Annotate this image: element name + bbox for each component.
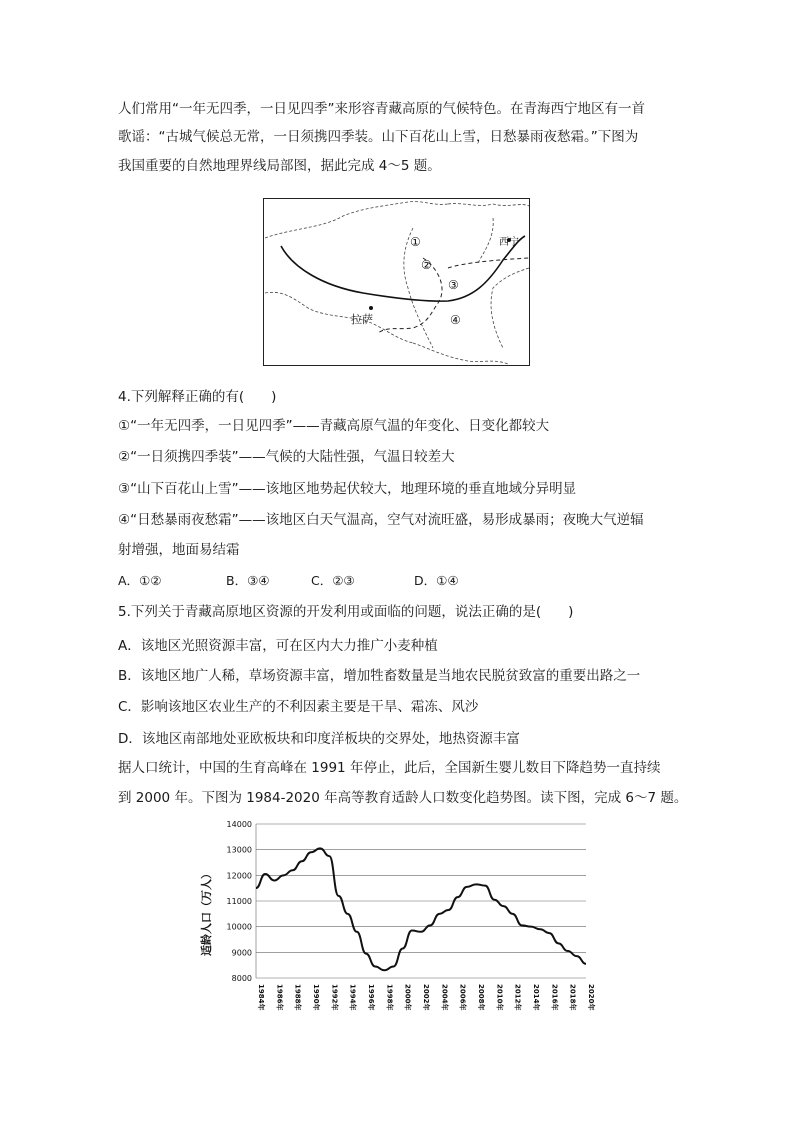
y-axis-label: 适龄人口（万人） [200,868,213,956]
q4-item-3: ③“山下百花山上雪”——该地区地势起伏较大，地理环境的垂直地域分异明显 [118,481,577,497]
x-tick-label: 2006年 [458,984,467,1011]
x-tick-label: 2000年 [403,984,412,1011]
y-tick-label: 8000 [231,974,252,983]
q5-stem: 5.下列关于青藏高原地区资源的开发利用或面临的问题，说法正确的是( ) [118,604,574,620]
q4-item-4: ④“日愁暴雨夜愁霜”——该地区白天气温高，空气对流旺盛，易形成暴雨；夜晚大气逆辐 [118,512,644,528]
x-tick-label: 2010年 [495,984,504,1011]
boundary-map [263,198,530,366]
x-tick-label: 2014年 [532,984,540,1011]
q4-stem: 4.下列解释正确的有( ) [118,389,277,405]
q4-option-a[interactable]: A．①② [118,573,162,588]
marker-3: ③ [448,278,459,292]
map-frame [264,199,530,366]
x-tick-label: 1984年 [257,984,265,1011]
x-tick-label: 2012年 [513,984,522,1011]
intro-line-2: 歌谣：“古城气候总无常，一日须携四季装。山下百花山上雪，日愁暴雨夜愁霜。”下图为 [118,129,639,145]
x-tick-label: 1990年 [312,984,320,1011]
x-tick-label: 1996年 [367,984,375,1011]
y-tick-label: 9000 [231,948,252,958]
y-tick-label: 11000 [226,897,252,906]
xining-label: 西宁 [499,237,519,248]
x-tick-label: 1988年 [293,984,302,1011]
x-tick-label: 2002年 [422,984,430,1011]
x-tick-label: 2020年 [587,984,595,1011]
q4-item-2: ②“一日须携四季装”——气候的大陆性强，气温日较差大 [118,449,455,465]
q4-option-d[interactable]: D．①④ [414,573,459,588]
series-line-population [256,848,586,970]
q5-option-d[interactable]: D．该地区南部地处亚欧板块和印度洋板块的交界处，地热资源丰富 [118,731,520,747]
q5-option-b[interactable]: B．该地区地广人稀，草场资源丰富，增加牲畜数量是当地农民脱贫致富的重要出路之一 [118,668,641,684]
marker-2: ② [421,258,432,272]
lhasa-label: 拉萨 [351,313,373,326]
x-tick-label: 1992年 [330,984,339,1011]
lhasa-dot [369,306,373,310]
x-tick-label: 2016年 [550,984,559,1011]
intro2-line-2: 到 2000 年。下图为 1984-2020 年高等教育适龄人口数变化趋势图。读下图，完成 6～7 题。 [118,790,688,806]
y-tick-label: 14000 [226,820,252,829]
q4-item-4-cont: 射增强，地面易结霜 [118,542,240,558]
q4-option-b[interactable]: B．③④ [226,573,270,588]
q5-option-c[interactable]: C．影响该地区农业生产的不利因素主要是干旱、霜冻、风沙 [118,699,479,715]
q5-option-a[interactable]: A．该地区光照资源丰富，可在区内大力推广小麦种植 [118,638,438,654]
x-tick-label: 2018年 [568,984,577,1011]
x-tick-label: 1994年 [348,984,357,1011]
intro-line-1: 人们常用“一年无四季，一日见四季”来形容青藏高原的气候特色。在青海西宁地区有一首 [118,101,645,117]
marker-1: ① [410,235,421,249]
x-tick-label: 1998年 [385,984,394,1011]
population-line-chart [196,812,596,1018]
x-tick-label: 1986年 [275,984,284,1011]
intro2-line-1: 据人口统计，中国的生育高峰在 1991 年停止，此后，全国新生婴儿数目下降趋势一直持续 [118,760,661,776]
marker-4: ④ [450,313,461,327]
intro-line-3: 我国重要的自然地理界线局部图，据此完成 4～5 题。 [118,158,441,174]
q4-item-1: ①“一年无四季，一日见四季”——青藏高原气温的年变化、日变化都较大 [118,418,550,434]
q4-option-c[interactable]: C．②③ [311,573,355,588]
x-tick-label: 2004年 [440,984,449,1011]
x-tick-label: 2008年 [477,984,485,1011]
y-tick-label: 13000 [226,845,252,855]
y-tick-label: 10000 [226,922,252,932]
y-tick-label: 12000 [226,871,252,881]
